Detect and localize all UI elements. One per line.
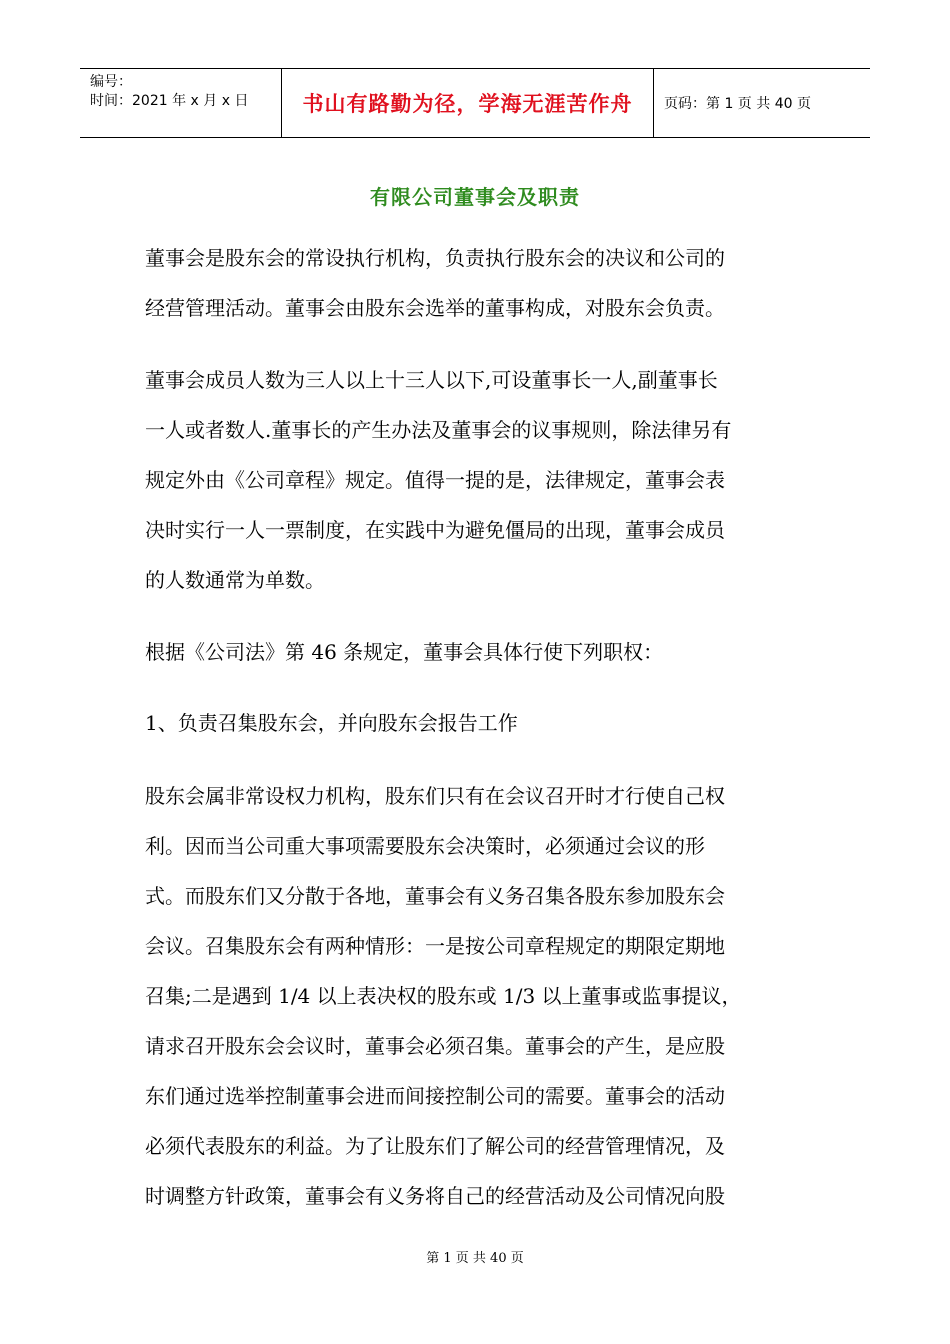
paragraph-5	[145, 771, 742, 1221]
page-footer: 第 1 页 共 40 页	[426, 1251, 524, 1266]
header-page-info: 页码：第 1 页 共 40 页	[664, 96, 811, 112]
header-motto: 书山有路勤为径，学海无涯苦作舟	[282, 69, 654, 137]
text-line: 式。而股东们又分散于各地，董事会有义务召集各股东参加股东会	[145, 884, 725, 908]
paragraph-4	[145, 698, 518, 748]
date-label: 时间：2021 年 x 月 x 日	[90, 93, 249, 109]
text-line: 根据《公司法》第 46 条规定，董事会具体行使下列职权：	[145, 640, 664, 664]
header-table	[80, 68, 870, 138]
text-line: 经营管理活动。董事会由股东会选举的董事构成，对股东会负责。	[145, 296, 725, 320]
text-line: 时调整方针政策，董事会有义务将自己的经营活动及公司情况向股	[145, 1184, 725, 1208]
text-line: 董事会是股东会的常设执行机构，负责执行股东会的决议和公司的	[145, 246, 725, 270]
text-line: 1、负责召集股东会，并向股东会报告工作	[145, 711, 518, 735]
text-line: 规定外由《公司章程》规定。值得一提的是，法律规定，董事会表	[145, 468, 725, 492]
text-line: 的人数通常为单数。	[145, 568, 325, 592]
paragraph-1	[145, 233, 725, 333]
text-line: 董事会成员人数为三人以上十三人以下,可设董事长一人,副董事长	[145, 368, 718, 392]
number-label: 编号：	[90, 74, 132, 90]
text-line: 股东会属非常设权力机构，股东们只有在会议召开时才行使自己权	[145, 784, 725, 808]
text-line: 必须代表股东的利益。为了让股东们了解公司的经营管理情况，及	[145, 1134, 725, 1158]
text-line: 召集;二是遇到 1/4 以上表决权的股东或 1/3 以上董事或监事提议，	[145, 984, 742, 1008]
document-title: 有限公司董事会及职责	[370, 185, 580, 209]
text-line: 请求召开股东会会议时，董事会必须召集。董事会的产生，是应股	[145, 1034, 725, 1058]
text-line: 东们通过选举控制董事会进而间接控制公司的需要。董事会的活动	[145, 1084, 725, 1108]
text-line: 会议。召集股东会有两种情形：一是按公司章程规定的期限定期地	[145, 934, 725, 958]
header-meta	[80, 69, 282, 137]
text-line: 一人或者数人.董事长的产生办法及董事会的议事规则，除法律另有	[145, 418, 732, 442]
text-line: 决时实行一人一票制度，在实践中为避免僵局的出现，董事会成员	[145, 518, 725, 542]
text-line: 利。因而当公司重大事项需要股东会决策时，必须通过会议的形	[145, 834, 705, 858]
paragraph-2	[145, 355, 731, 605]
paragraph-3	[145, 627, 663, 677]
